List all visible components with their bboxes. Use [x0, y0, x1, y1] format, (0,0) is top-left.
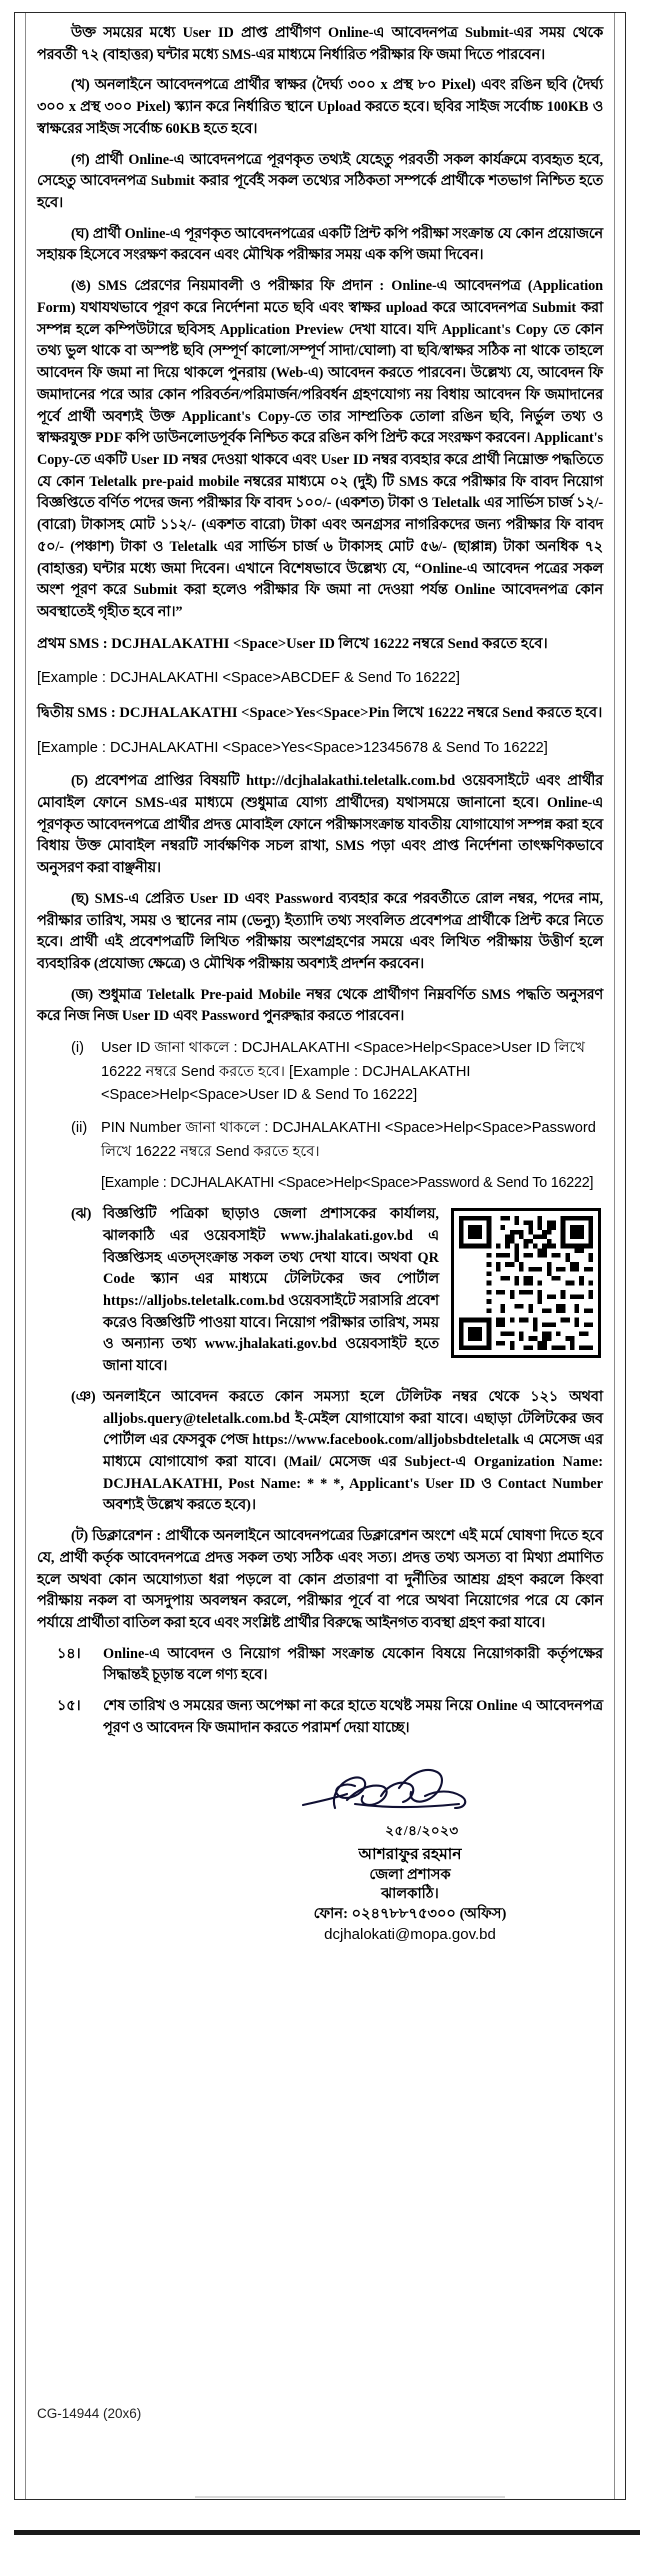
paragraph-jha-label: (ঝ) [71, 1206, 92, 1223]
signatory-email[interactable]: dcjhalokati@mopa.gov.bd [324, 1925, 496, 1943]
signatory-designation: জেলা প্রশাসক [369, 1866, 451, 1883]
signatory-district: ঝালকাঠি। [381, 1886, 439, 1903]
paragraph-chha: (ছ) SMS-এ প্রেরিত User ID এবং Password ব্যবহার করে পরবর্তীতে রোল নম্বর, পদের নাম, পরীক্ষার তারিখ, সময় ও স্থানের নাম (ভেন্যু) ইত্যাদি তথ্য সংবলিত প্রবেশপত্র প্রার্থীকে প্রিন্ট করে নিতে হবে। প্রার্থী এই প্রবেশপত্রটি লিখিত পরীক্ষায় অংশগ্রহণের সময়ে এবং লিখিত পরীক্ষায় উত্তীর্ণ হলে ব্যবহারিক (প্রযোজ্য ক্ষেত্রে) ও মৌখিক পরীক্ষায় অবশ্যই প্রদর্শন করবেন। [37, 890, 603, 972]
column-rule-right [614, 13, 615, 2499]
paragraph-gha: (ঘ) প্রার্থী Online-এ পূরণকৃত আবেদনপত্রের একটি প্রিন্ট কপি পরীক্ষা সংক্রান্ত যে কোন প্রয়োজনে সহায়ক হিসেবে সংরক্ষণ করবেন এবং মৌখিক পরীক্ষার সময় এক কপি জমা দিবেন। [37, 225, 603, 264]
circular-body [37, 23, 603, 1945]
paragraph-ta-declaration: (ট) ডিক্লারেশন : প্রার্থীকে অনলাইনে আবেদনপত্রের ডিক্লারেশন অংশে এই মর্মে ঘোষণা দিতে হবে যে, প্রার্থী কর্তৃক আবেদনপত্রে প্রদত্ত সকল তথ্য সঠিক এবং সত্য। প্রদত্ত তথ্য অসত্য বা মিথ্যা প্রমাণিত হলে অথবা কোন অযোগ্যতা ধরা পড়লে বা কোন প্রতারণা বা দুর্নীতির আশ্রয় গ্রহণ করলে কিংবা পরীক্ষায় নকল বা অসদুপায় অবলম্বন করলে, পরীক্ষার পূর্বে বা পরে অথবা নিয়োগের পরে যে কোন পর্যায়ে প্রার্থীতা বাতিল করা হবে এবং সংশ্লিষ্ট প্রার্থীর বিরুদ্ধে আইনগত ব্যবস্থা গ্রহণ করা যাবে। [37, 1528, 603, 1632]
sms-third-example: [Example : DCJHALAKATHI <Space>Help<Space>Password & Send To 16222] [101, 1175, 594, 1192]
clause-14 [37, 1644, 603, 1687]
signatory-phone: ফোন: ০২৪৭৮৮৭৫৩০০ (অফিস) [313, 1905, 507, 1922]
page-bottom-bar [14, 2530, 640, 2535]
list-item-user-id-recovery [71, 1037, 603, 1108]
circular-sheet [14, 12, 626, 2500]
roman-text-i: User ID জানা থাকলে : DCJHALAKATHI <Space>Help<Space>User ID লিখে 16222 নম্বরে Send করতে হবে। [Example : DCJHALAKATHI <Space>Help<Space>User ID & Send To 16222] [101, 1040, 585, 1104]
paragraph-jha [37, 1204, 603, 1378]
paragraph-jha-with-qr [37, 1204, 603, 1378]
sms-third-example-wrap [37, 1173, 603, 1195]
signature-block [37, 1756, 603, 1945]
cg-reference-code: CG-14944 (20x6) [37, 2406, 142, 2421]
paragraph-nya-label: (ঞ) [71, 1388, 96, 1405]
paragraph-ja: (জ) শুধুমাত্র Teletalk Pre-paid Mobile নম্বর থেকে প্রার্থীগণ নিম্নবর্ণিত SMS পদ্ধতি অনুসরণ করে নিজ নিজ User ID এবং Password পুনরুদ্ধার করতে পারবেন। [37, 986, 603, 1025]
paragraph-nya [37, 1387, 603, 1517]
signature-date: ২৫/৪/২০২৩ [385, 1822, 459, 1838]
paragraph-una-sms-rules: (ঙ) SMS প্রেরণের নিয়মাবলী ও পরীক্ষার ফি প্রদান : Online-এ আবেদনপত্র (Application Form) যথাযথভাবে পূরণ করে নির্দেশনা মতে ছবি এবং স্বাক্ষর upload করে আবেদনপত্র Submit করা সম্পন্ন হলে কম্পিউটারে ছবিসহ Application Preview দেখা যাবে। যদি Applicant's Copy তে কোন তথ্য ভুল থাকে বা অস্পষ্ট ছবি (সম্পূর্ণ কালো/সম্পূর্ণ সাদা/ঘোলা) বা ছবি/স্বাক্ষর সঠিক না থাকে তাহলে আবেদন ফি জমা না দিয়ে থাকলে পুনরায় (Web-এ) আবেদন করতে পারবেন। উল্লেখ্য যে, আবেদন ফি জমাদানের পরে আর কোন পরিবর্তন/পরিমার্জন/পরিবর্ধন গ্রহণযোগ্য নয় বিধায় আবেদন ফি জমাদানের পূর্বে প্রার্থী অবশ্যই উক্ত Applicant's Copy-তে তার সাম্প্রতিক তোলা রঙিন ছবি, নির্ভুল তথ্য ও স্বাক্ষরযুক্ত PDF কপি ডাউনলোডপূর্বক নিশ্চিত করে রঙিন কপি প্রিন্ট করে সংরক্ষণ করবেন। Applicant's Copy-তে একটি User ID নম্বর দেওয়া থাকবে এবং User ID নম্বর ব্যবহার করে প্রার্থী নিম্নোক্ত পদ্ধতিতে যে কোন Teletalk pre-paid mobile নম্বরের মাধ্যমে ০২ (দুই) টি SMS করে পরীক্ষার ফি বাবদ নিয়োগ বিজ্ঞপ্তিতে বর্ণিত পদের জন্য পরীক্ষার ফি বাবদ ১০০/- (একশত) টাকা ও Teletalk এর সার্ভিস চার্জ ১২/- (বারো) টাকাসহ মোট ১১২/- (একশত বারো) টাকা এবং অনগ্রসর নাগরিকদের জন্য পরীক্ষার ফি বাবদ ৫০/- (পঞ্চাশ) টাকা ও Teletalk এর সার্ভিস চার্জ ৬ টাকাসহ মোট ৫৬/- (ছাপ্পান্ন) টাকা অনধিক ৭২ (বাহাত্তর) ঘন্টার মধ্যে জমা দিবেন। এখানে বিশেষভাবে উল্লেখ্য যে, “Online-এ আবেদন পত্রের সকল অংশ পূরণ করে Submit করা হলেও পরীক্ষার ফি জমা না দেওয়া পর্যন্ত Online আবেদনপত্র কোন অবস্থাতেই গৃহীত হবে না।” [37, 278, 603, 620]
paragraph-cha: (চ) প্রবেশপত্র প্রাপ্তির বিষয়টি http://dcjhalakathi.teletalk.com.bd ওয়েবসাইটে এবং প্রার্থীর মোবাইল ফোনে SMS-এর মাধ্যমে (শুধুমাত্র যোগ্য প্রার্থীদের) যথাসময়ে জানানো হবে। Online-এ পূরণকৃত আবেদনপত্রে প্রার্থীর প্রদত্ত মোবাইল ফোনে পরীক্ষাসংক্রান্ত যাবতীয় যোগাযোগ সম্পন্ন করা হবে বিধায় উক্ত মোবাইল নম্বরটি সার্বক্ষণিক সচল রাখা, SMS পড়া এবং প্রাপ্ত নির্দেশনা তাৎক্ষণিকভাবে অনুসরণ করা বাঞ্ছনীয়। [37, 773, 603, 877]
clause-15-text: শেষ তারিখ ও সময়ের জন্য অপেক্ষা না করে হাতে যথেষ্ট সময় নিয়ে Online এ আবেদনপত্র পূরণ ও আবেদন ফি জমাদান করতে পরামর্শ দেয়া যাচ্ছে। [103, 1698, 603, 1736]
list-item-pin-recovery [71, 1117, 603, 1164]
scan-artifact-rule [195, 2496, 505, 2498]
sms-first-instruction: প্রথম SMS : DCJHALAKATHI <Space>User ID লিখে 16222 নম্বরে Send করতে হবে। [37, 635, 548, 652]
sms-first-example: [Example : DCJHALAKATHI <Space>ABCDEF & Send To 16222] [37, 670, 460, 687]
password-recovery-list [37, 1037, 603, 1164]
roman-text-ii: PIN Number জানা থাকলে : DCJHALAKATHI <Space>Help<Space>Password লিখে 16222 নম্বরে Send করতে হবে। [101, 1120, 596, 1160]
paragraph-ga: (গ) প্রার্থী Online-এ আবেদনপত্রে পূরণকৃত তথ্যই যেহেতু পরবর্তী সকল কার্যক্রমে ব্যবহৃত হবে, সেহেতু আবেদনপত্র Submit করার পূর্বেই সকল তথ্যের সঠিকতা সম্পর্কে প্রার্থীকে শতভাগ নিশ্চিত হতে হবে। [37, 151, 603, 212]
clause-14-number: ১৪। [57, 1645, 81, 1662]
paragraph-top: উক্ত সময়ের মধ্যে User ID প্রাপ্ত প্রার্থীগণ Online-এ আবেদনপত্র Submit-এর সময় থেকে পরবর্তী ৭২ (বাহাত্তর) ঘন্টার মধ্যে SMS-এর মাধ্যমে নির্ধারিত পরীক্ষার ফি জমা দিতে পারবেন। [37, 25, 603, 63]
paragraph-jha-text: বিজ্ঞপ্তিটি পত্রিকা ছাড়াও জেলা প্রশাসকের কার্যালয়, ঝালকাঠি এর ওয়েবসাইট www.jhalakati.gov.bd এ বিজ্ঞপ্তিসহ এতদ্সংক্রান্ত সকল তথ্য দেখা যাবে। অথবা QR Code স্ক্যান এর মাধ্যমে টেলিটকের জব পোর্টাল https://alljobs.teletalk.com.bd ওয়েবসাইটে সরাসরি প্রবেশ করেও বিজ্ঞপ্তিটি পাওয়া যাবে। নিয়োগ পরীক্ষার তারিখ, সময় ও অন্যান্য তথ্য www.jhalakati.gov.bd ওয়েবসাইট হতে জানা যাবে। [103, 1206, 439, 1375]
paragraph-kha: (খ) অনলাইনে আবেদনপত্রে প্রার্থীর স্বাক্ষর (দৈর্ঘ্য ৩০০ x প্রস্থ ৮০ Pixel) এবং রঙিন ছবি (দৈর্ঘ্য ৩০০ x প্রস্থ ৩০০ Pixel) স্ক্যান করে নির্ধারিত স্থানে Upload করতে হবে। ছবির সাইজ সর্বোচ্চ 100KB ও স্বাক্ষরের সাইজ সর্বোচ্চ 60KB হতে হবে। [37, 77, 603, 137]
clause-15-number: ১৫। [57, 1698, 81, 1715]
clause-15 [37, 1696, 603, 1739]
sms-second-example: [Example : DCJHALAKATHI <Space>Yes<Space>12345678 & Send To 16222] [37, 739, 548, 756]
paragraph-nya-text: অনলাইনে আবেদন করতে কোন সমস্যা হলে টেলিটক নম্বর থেকে ১২১ অথবা alljobs.query@teletalk.com.bd ই-মেইল যোগাযোগ করা যাবে। এছাড়া টেলিটকের জব পোর্টাল এর ফেসবুক পেজ https://www.facebook.com/alljobsbdteletalk এ মেসেজ এর মাধ্যমে যোগাযোগ করা যাবে। (Mail/ মেসেজ এর Subject-এ Organization Name: DCJHALAKATHI, Post Name: * * *, Applicant's User ID ও Contact Number অবশ্যই উল্লেখ করতে হবে)। [103, 1388, 603, 1514]
signatory-name: আশরাফুর রহমান [358, 1845, 462, 1863]
roman-marker-ii: (ii) [71, 1120, 88, 1137]
clause-14-text: Online-এ আবেদন ও নিয়োগ পরীক্ষা সংক্রান্ত যেকোন বিষয়ে নিয়োগকারী কর্তৃপক্ষের সিদ্ধান্তই চূড়ান্ত বলে গণ্য হবে। [103, 1645, 603, 1684]
roman-marker-i: (i) [71, 1040, 84, 1057]
sms-second-instruction: দ্বিতীয় SMS : DCJHALAKATHI <Space>Yes<Space>Pin লিখে 16222 নম্বরে Send করতে হবে। [37, 704, 603, 721]
